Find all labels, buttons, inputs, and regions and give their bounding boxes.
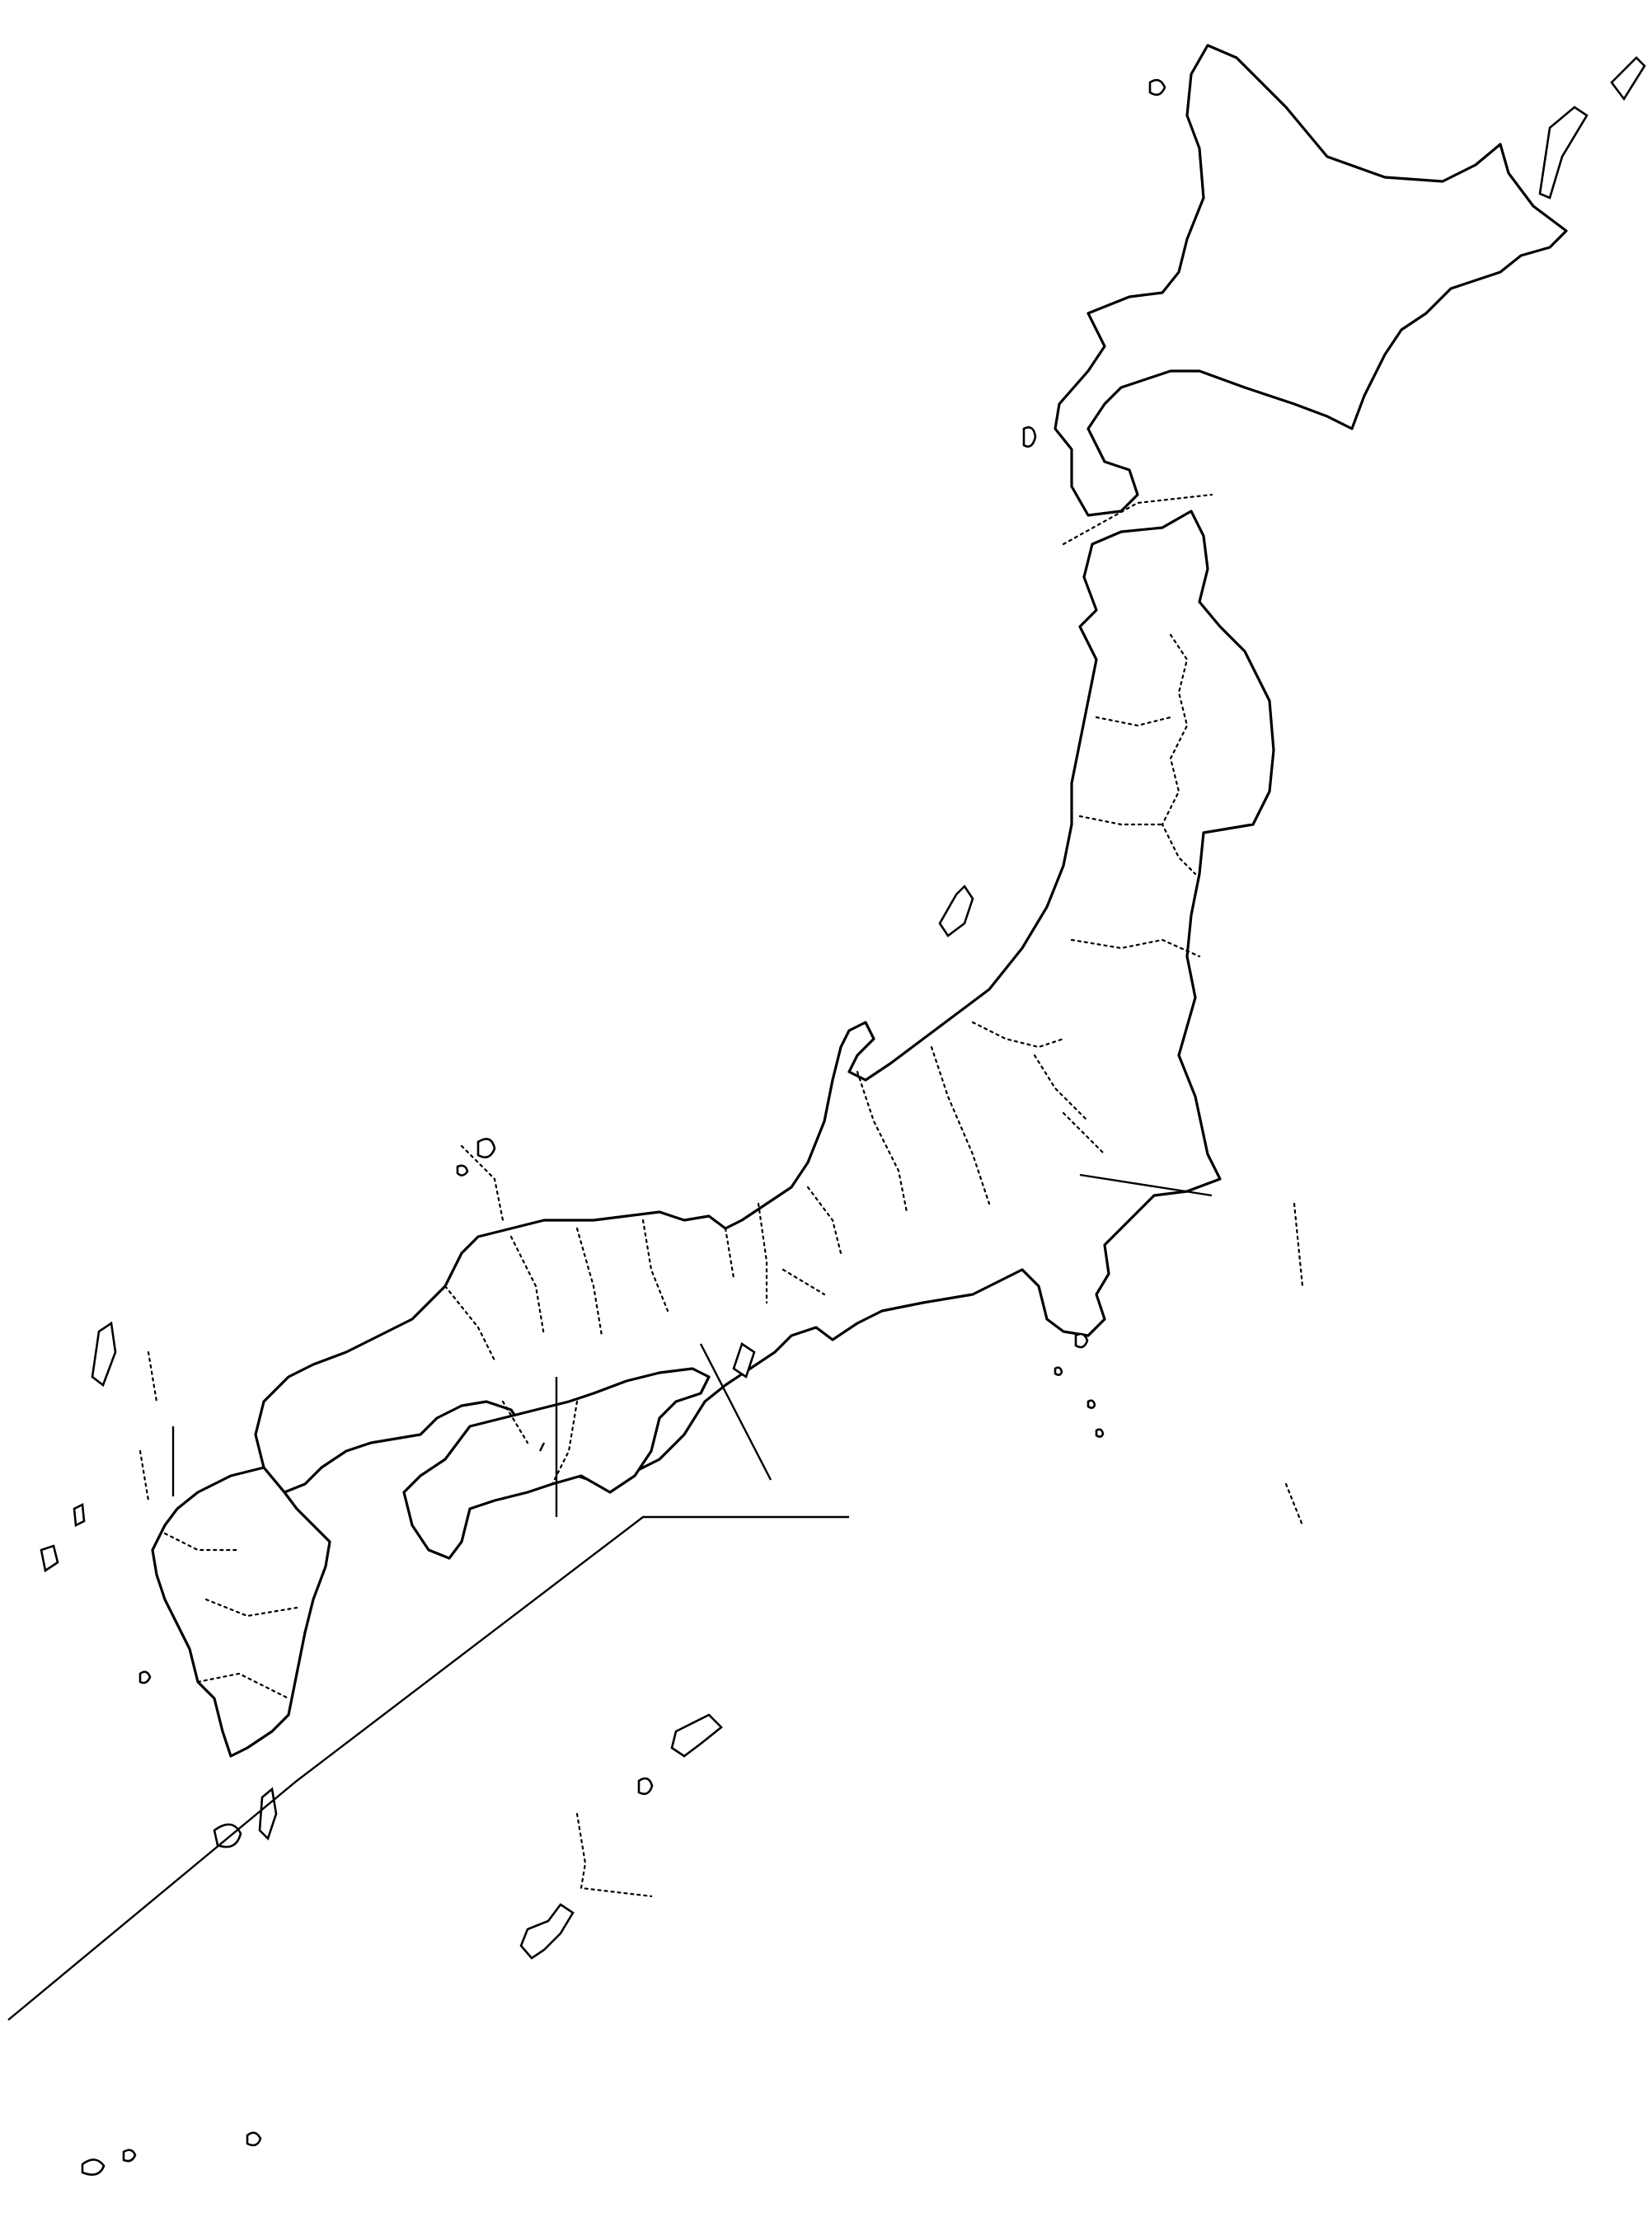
goto-islands [41,1505,84,1571]
okinawa-island [521,1905,573,1958]
miyako-yaeyama-islands [82,2133,260,2175]
izu-oshima [1076,1334,1087,1347]
koshiki-island [140,1672,150,1683]
tanegashima [260,1789,276,1839]
kyushu-landmass [153,1468,330,1756]
izu-island-a [1055,1368,1062,1375]
yakushima [214,1825,241,1847]
tokunoshima [639,1778,652,1794]
izu-island-c [1096,1430,1103,1437]
kunashiri-island [1540,107,1587,198]
tsushima-island [92,1323,115,1385]
izu-island-b [1088,1401,1095,1408]
rishiri-island [1150,80,1165,95]
etorofu-island [1612,58,1645,99]
okushiri-island [1024,427,1035,446]
hokkaido-landmass [1055,45,1566,515]
amami-oshima [672,1715,721,1756]
sado-island [940,886,973,936]
honshu-landmass [256,511,1274,1492]
okinawa-inset-divider [8,1517,849,2020]
oki-islands [458,1139,495,1175]
